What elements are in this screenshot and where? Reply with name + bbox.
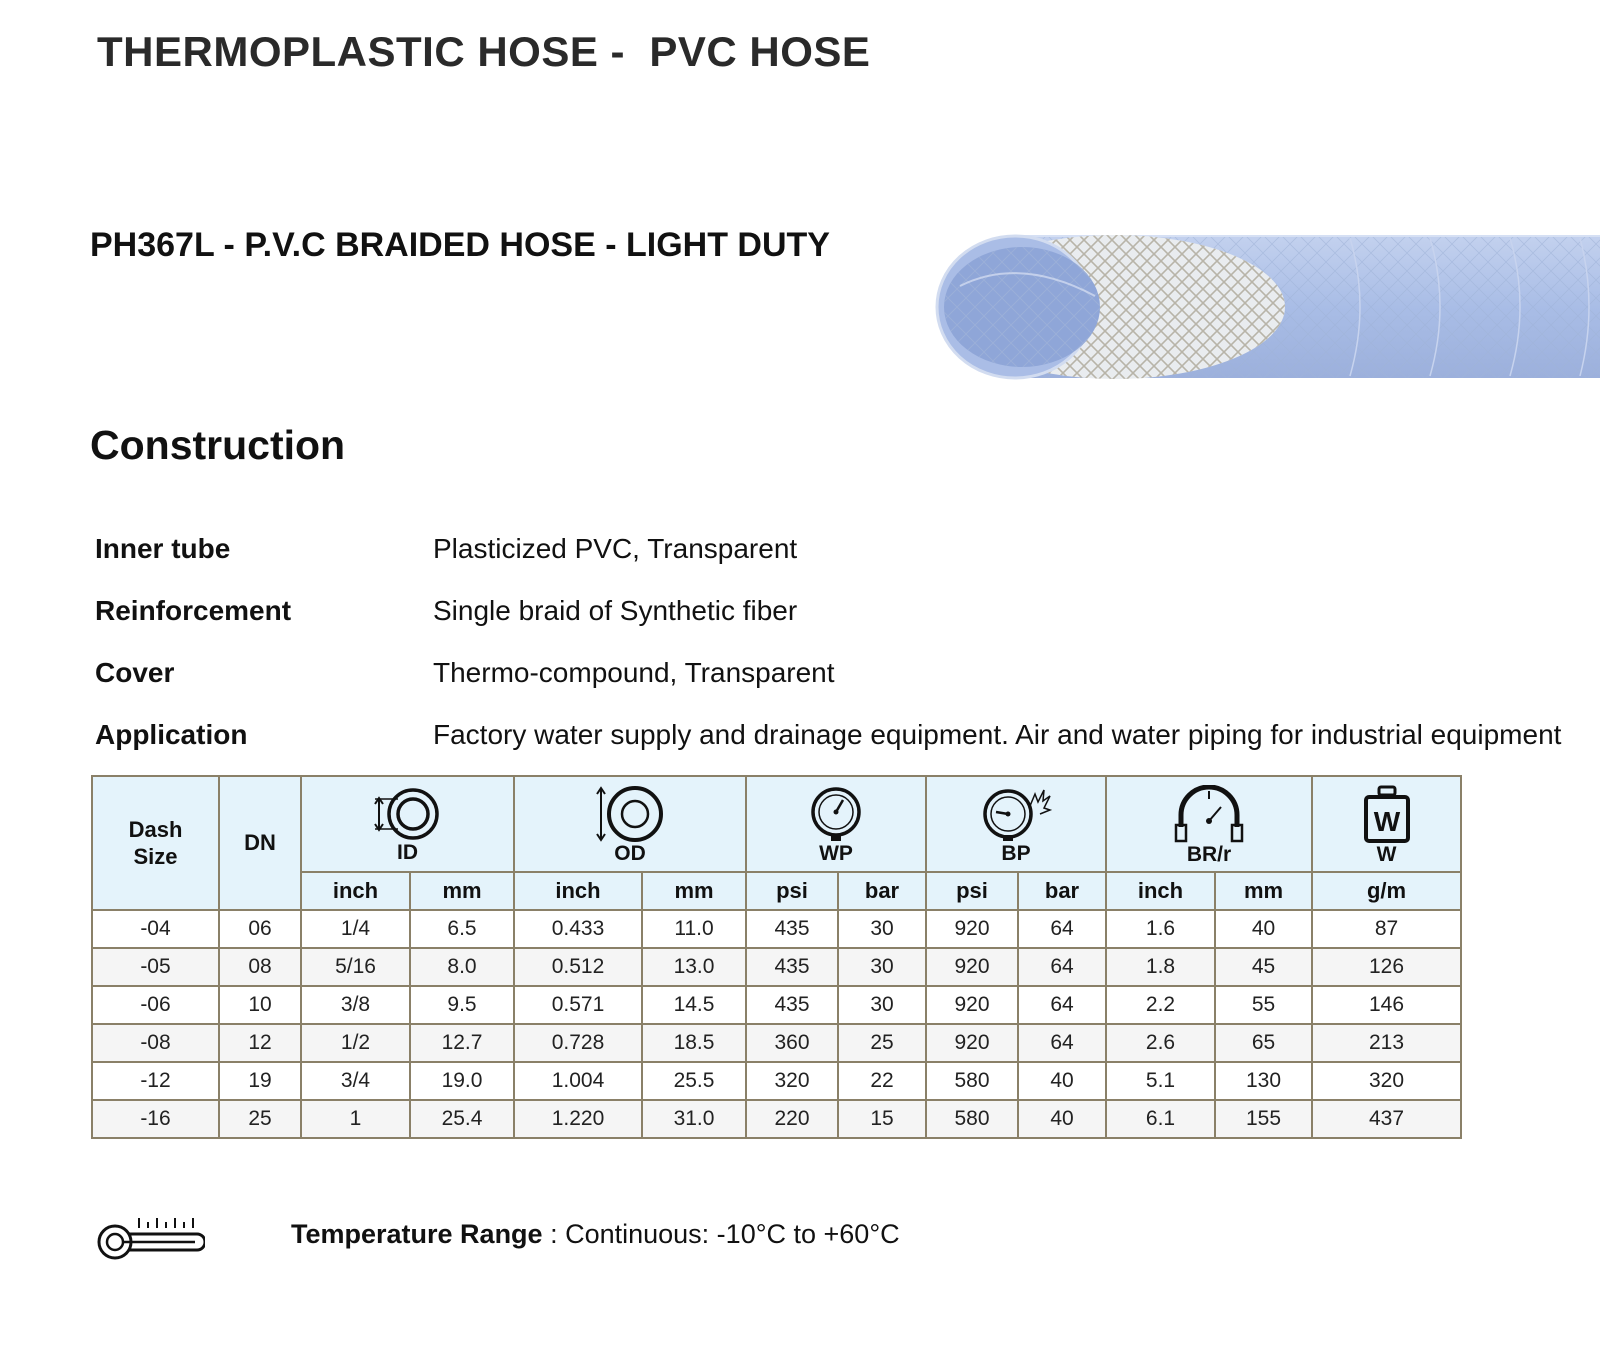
table-cell: 25 — [219, 1100, 301, 1138]
table-cell: 0.728 — [514, 1024, 642, 1062]
table-cell: 920 — [926, 1024, 1018, 1062]
table-cell: 6.5 — [410, 910, 514, 948]
unit-br-inch: inch — [1106, 872, 1215, 910]
table-cell: 435 — [746, 910, 838, 948]
table-cell: 12.7 — [410, 1024, 514, 1062]
table-cell: 1.8 — [1106, 948, 1215, 986]
spec-row-application — [95, 719, 1600, 759]
table-cell: -06 — [92, 986, 219, 1024]
table-cell: 0.512 — [514, 948, 642, 986]
table-cell: 580 — [926, 1100, 1018, 1138]
unit-wp-bar: bar — [838, 872, 926, 910]
header-id — [301, 776, 514, 872]
weight-icon — [1362, 785, 1412, 843]
table-row — [92, 1062, 1461, 1100]
temperature-range — [291, 1219, 900, 1250]
table-cell: 9.5 — [410, 986, 514, 1024]
table-cell: 45 — [1215, 948, 1312, 986]
table-row — [92, 910, 1461, 948]
unit-id-mm: mm — [410, 872, 514, 910]
header-od-label: OD — [614, 842, 646, 865]
pressure-gauge-icon — [806, 786, 866, 842]
table-cell: 15 — [838, 1100, 926, 1138]
table-cell: 2.6 — [1106, 1024, 1215, 1062]
product-title: PH367L - P.V.C BRAIDED HOSE - LIGHT DUTY — [90, 226, 830, 264]
table-cell: 1.004 — [514, 1062, 642, 1100]
spec-label: Reinforcement — [95, 595, 292, 626]
table-cell: 55 — [1215, 986, 1312, 1024]
header-dash-size — [92, 776, 219, 910]
bend-radius-icon — [1173, 785, 1245, 843]
table-cell: 0.571 — [514, 986, 642, 1024]
header-dash-line1: Dash — [128, 817, 183, 842]
table-cell: 12 — [219, 1024, 301, 1062]
spec-label: Application — [95, 719, 248, 750]
table-cell: 3/8 — [301, 986, 410, 1024]
table-cell: 320 — [1312, 1062, 1461, 1100]
header-w-label: W — [1376, 843, 1397, 866]
table-cell: 320 — [746, 1062, 838, 1100]
table-cell: 25.4 — [410, 1100, 514, 1138]
table-cell: 435 — [746, 948, 838, 986]
header-bp — [926, 776, 1106, 872]
table-cell: 40 — [1018, 1100, 1106, 1138]
table-cell: 5/16 — [301, 948, 410, 986]
table-cell: 14.5 — [642, 986, 746, 1024]
table-cell: 25 — [838, 1024, 926, 1062]
table-cell: 87 — [1312, 910, 1461, 948]
table-cell: 213 — [1312, 1024, 1461, 1062]
unit-w-gm: g/m — [1312, 872, 1461, 910]
header-dash-line2: Size — [133, 844, 178, 869]
temperature-value: : Continuous: -10°C to +60°C — [542, 1219, 900, 1249]
table-row — [92, 948, 1461, 986]
table-cell: 40 — [1018, 1062, 1106, 1100]
header-br-label: BR/r — [1186, 843, 1232, 866]
spec-row-cover — [95, 657, 1600, 697]
table-row — [92, 1024, 1461, 1062]
table-cell: 3/4 — [301, 1062, 410, 1100]
spec-value: Thermo-compound, Transparent — [433, 657, 835, 688]
spec-label: Cover — [95, 657, 175, 688]
table-cell: 19.0 — [410, 1062, 514, 1100]
table-cell: 8.0 — [410, 948, 514, 986]
table-cell: 6.1 — [1106, 1100, 1215, 1138]
unit-wp-psi: psi — [746, 872, 838, 910]
spec-value: Single braid of Synthetic fiber — [433, 595, 798, 626]
table-cell: 130 — [1215, 1062, 1312, 1100]
spec-row-inner-tube — [95, 533, 1600, 573]
table-cell: 1 — [301, 1100, 410, 1138]
table-row — [92, 986, 1461, 1024]
table-cell: 13.0 — [642, 948, 746, 986]
table-cell: 360 — [746, 1024, 838, 1062]
header-bp-label: BP — [1001, 842, 1031, 865]
table-cell: -08 — [92, 1024, 219, 1062]
table-cell: 5.1 — [1106, 1062, 1215, 1100]
table-cell: 08 — [219, 948, 301, 986]
braided-hose-icon — [930, 226, 1600, 386]
inner-diameter-icon — [373, 787, 443, 841]
spec-table — [91, 775, 1462, 1139]
table-cell: 22 — [838, 1062, 926, 1100]
table-cell: 920 — [926, 948, 1018, 986]
table-cell: 220 — [746, 1100, 838, 1138]
temperature-label: Temperature Range — [291, 1219, 543, 1249]
table-cell: 920 — [926, 986, 1018, 1024]
table-cell: 1.6 — [1106, 910, 1215, 948]
table-cell: 30 — [838, 910, 926, 948]
spec-value: Plasticized PVC, Transparent — [433, 533, 798, 564]
table-row — [92, 1100, 1461, 1138]
header-od — [514, 776, 746, 872]
table-cell: 920 — [926, 910, 1018, 948]
unit-id-inch: inch — [301, 872, 410, 910]
table-cell: 64 — [1018, 986, 1106, 1024]
table-cell: 25.5 — [642, 1062, 746, 1100]
table-cell: 31.0 — [642, 1100, 746, 1138]
table-cell: 64 — [1018, 910, 1106, 948]
table-cell: 2.2 — [1106, 986, 1215, 1024]
header-wp-label: WP — [819, 842, 853, 865]
table-cell: 1/2 — [301, 1024, 410, 1062]
table-cell: 64 — [1018, 948, 1106, 986]
table-cell: 18.5 — [642, 1024, 746, 1062]
unit-bp-psi: psi — [926, 872, 1018, 910]
svg-text:W: W — [1373, 806, 1400, 837]
table-cell: 126 — [1312, 948, 1461, 986]
unit-br-mm: mm — [1215, 872, 1312, 910]
table-cell: 30 — [838, 986, 926, 1024]
table-cell: 11.0 — [642, 910, 746, 948]
table-cell: 1/4 — [301, 910, 410, 948]
table-cell: -16 — [92, 1100, 219, 1138]
table-cell: 06 — [219, 910, 301, 948]
unit-bp-bar: bar — [1018, 872, 1106, 910]
table-cell: 437 — [1312, 1100, 1461, 1138]
header-br — [1106, 776, 1312, 872]
burst-gauge-icon — [980, 786, 1052, 842]
table-cell: 0.433 — [514, 910, 642, 948]
header-id-label: ID — [397, 841, 418, 864]
table-cell: 65 — [1215, 1024, 1312, 1062]
thermometer-icon — [95, 1212, 205, 1262]
table-cell: 30 — [838, 948, 926, 986]
spec-value: Factory water supply and drainage equipment. Air and water piping for industrial equipment — [433, 719, 1562, 750]
header-dn: DN — [219, 776, 301, 910]
spec-row-reinforcement — [95, 595, 1600, 635]
table-cell: 19 — [219, 1062, 301, 1100]
table-cell: 155 — [1215, 1100, 1312, 1138]
table-cell: 64 — [1018, 1024, 1106, 1062]
header-wp — [746, 776, 926, 872]
table-cell: 1.220 — [514, 1100, 642, 1138]
table-cell: 40 — [1215, 910, 1312, 948]
unit-od-inch: inch — [514, 872, 642, 910]
table-cell: 435 — [746, 986, 838, 1024]
table-cell: -04 — [92, 910, 219, 948]
construction-heading: Construction — [90, 422, 346, 468]
table-cell: -12 — [92, 1062, 219, 1100]
spec-label: Inner tube — [95, 533, 231, 564]
table-body — [92, 910, 1461, 1138]
table-cell: 10 — [219, 986, 301, 1024]
table-cell: 580 — [926, 1062, 1018, 1100]
outer-diameter-icon — [595, 786, 665, 842]
table-cell: 146 — [1312, 986, 1461, 1024]
page-title: THERMOPLASTIC HOSE - PVC HOSE — [97, 28, 871, 75]
header-w — [1312, 776, 1461, 872]
table-cell: -05 — [92, 948, 219, 986]
unit-od-mm: mm — [642, 872, 746, 910]
